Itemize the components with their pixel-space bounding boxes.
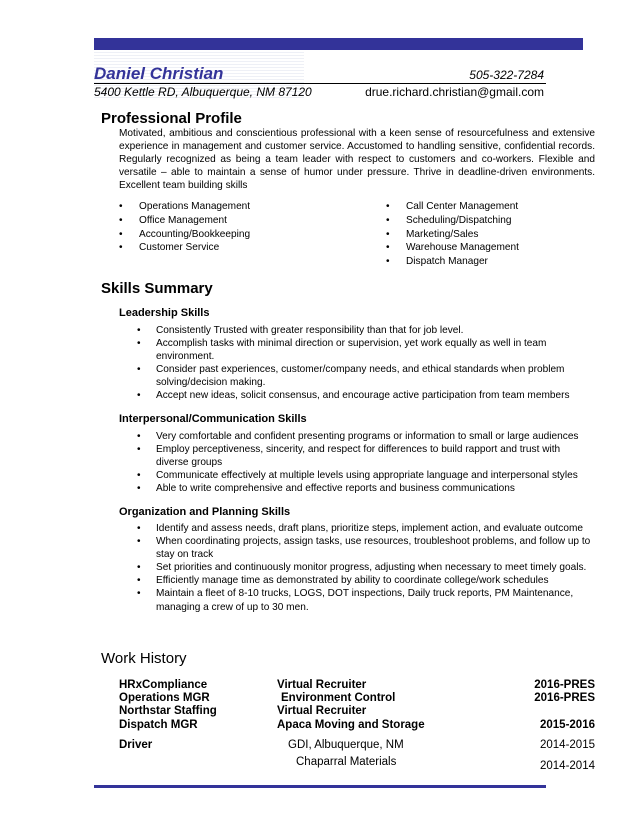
list-item: • Consistently Trusted with greater responsibility than that for job level. xyxy=(137,324,595,337)
phone-number: 505-322-7284 xyxy=(469,68,544,82)
profile-paragraph: Motivated, ambitious and conscientious professional with a keen sense of resourcefulness and extensive experience in management and customer service. Accustomed to handling sensitive, confidential records. Regularly recognized as being a team leader with respect to customers and co-workers. Flexible and versatile – able to maintain a sense of humor under pressure. Thrive in deadline-driven environments. Excellent team building skills xyxy=(119,128,595,192)
list-item: • Marketing/Sales xyxy=(386,228,519,242)
list-item: • Accounting/Bookkeeping xyxy=(119,228,250,242)
list-item: • Efficiently manage time as demonstrated by ability to coordinate college/work schedules xyxy=(137,574,595,587)
work-role: HRxCompliance xyxy=(119,679,208,691)
work-company: Apaca Moving and Storage xyxy=(277,719,425,731)
work-role: Driver xyxy=(119,739,153,751)
organization-heading: Organization and Planning Skills xyxy=(119,506,291,518)
work-company: Chaparral Materials xyxy=(296,756,397,768)
list-item: • Consider past experiences, customer/company needs, and ethical standards when problem solving/decision making. xyxy=(137,363,595,389)
list-item: • Identify and assess needs, draft plans, prioritize steps, implement action, and evaluate outcome xyxy=(137,522,595,535)
skills-list-right xyxy=(386,200,519,269)
skills-summary-heading: Skills Summary xyxy=(101,280,213,297)
work-dates: 2016-PRES xyxy=(534,679,595,691)
list-item: • When coordinating projects, assign tasks, use resources, troubleshoot problems, and follow up to stay on track xyxy=(137,535,595,561)
work-company: Virtual Recruiter xyxy=(277,679,367,691)
interpersonal-list xyxy=(137,430,595,495)
list-item: • Operations Management xyxy=(119,200,250,214)
list-item: • Communicate effectively at multiple levels using appropriate language and interpersonal styles xyxy=(137,469,595,482)
list-item: • Accept new ideas, solicit consensus, and encourage active participation from team members xyxy=(137,389,595,402)
candidate-name: Daniel Christian xyxy=(94,64,224,83)
list-item: • Employ perceptiveness, sincerity, and respect for differences to build rapport and trust with diverse groups xyxy=(137,443,595,469)
top-accent-bar xyxy=(94,38,583,50)
interpersonal-heading: Interpersonal/Communication Skills xyxy=(119,413,307,425)
address: 5400 Kettle RD, Albuquerque, NM 87120 xyxy=(94,85,312,99)
work-dates: 2014-2015 xyxy=(540,739,595,751)
leadership-list xyxy=(137,324,595,403)
list-item: • Set priorities and continuously monitor progress, adjusting when necessary to meet timely goals. xyxy=(137,561,595,574)
work-company: Virtual Recruiter xyxy=(277,705,367,717)
list-item: • Dispatch Manager xyxy=(386,255,519,269)
work-dates: 2016-PRES xyxy=(534,692,595,704)
list-item: • Scheduling/Dispatching xyxy=(386,214,519,228)
list-item: • Customer Service xyxy=(119,241,250,255)
work-role: Dispatch MGR xyxy=(119,719,198,731)
work-company: GDI, Albuquerque, NM xyxy=(288,739,404,751)
organization-list xyxy=(137,522,595,614)
list-item: • Accomplish tasks with minimal direction or supervision, yet work equally as well in team environment. xyxy=(137,337,595,363)
list-item: • Very comfortable and confident presenting programs or information to small or large audiences xyxy=(137,430,595,443)
list-item: • Maintain a fleet of 8-10 trucks, LOGS, DOT inspections, Daily truck reports, PM Maintenance, managing a crew of up to 30 men. xyxy=(137,587,595,613)
work-history-heading: Work History xyxy=(101,650,187,667)
profile-heading: Professional Profile xyxy=(101,110,242,127)
list-item: • Call Center Management xyxy=(386,200,519,214)
work-role: Northstar Staffing xyxy=(119,705,217,717)
header-rule xyxy=(94,83,546,84)
list-item: • Warehouse Management xyxy=(386,241,519,255)
work-dates: 2015-2016 xyxy=(540,719,595,731)
list-item: • Office Management xyxy=(119,214,250,228)
leadership-heading: Leadership Skills xyxy=(119,307,210,319)
work-company: Environment Control xyxy=(281,692,396,704)
email-address: drue.richard.christian@gmail.com xyxy=(365,85,544,99)
work-dates: 2014-2014 xyxy=(540,760,595,772)
list-item: • Able to write comprehensive and effective reports and business communications xyxy=(137,482,595,495)
bottom-accent-bar xyxy=(94,785,546,788)
work-role: Operations MGR xyxy=(119,692,210,704)
skills-list-left xyxy=(119,200,250,255)
